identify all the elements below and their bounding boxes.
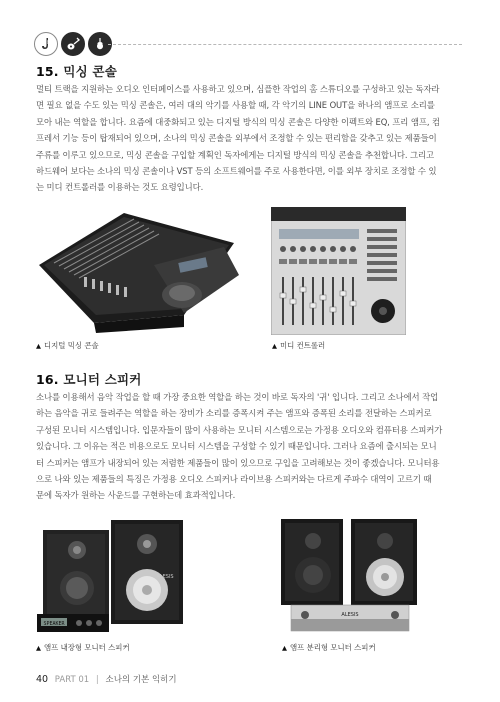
digital-mixing-console-image [34,205,244,335]
section-15-number: 15. [36,64,59,79]
body-line: 하드웨어 보다는 소나의 믹싱 콘솔이나 VST 등의 소프트웨어를 주로 사용한다면, 이를 외부 장치로 조정할 수 있 [36,166,437,177]
body-line: 멀티 트랙을 지원하는 오디오 인터페이스를 사용하고 있으며, 심플한 작업의 홈 스튜디오를 구성하고 있는 독자라 [36,84,440,94]
caption-text: 앰프 분리형 모니터 스피커 [290,643,376,652]
section-15-heading: 믹싱 콘솔 [63,64,117,79]
speaker-display-text: SPEAKER [43,621,65,627]
body-line: 으로 나와 있는 제품들의 특징은 가정용 오디오 스피커나 라이브용 스피커와는 다르게 주파수 대역이 고르기 때 [36,474,432,485]
speaker-brand-logo: ALESIS [156,574,174,580]
section-15-body [36,81,466,196]
caption-powered-monitors [36,642,130,653]
caption-passive-monitors [282,642,376,653]
body-line: 면 필요 없을 수도 있는 믹싱 콘솔은, 여러 대의 악기를 사용할 때, 각 악기의 LINE OUT을 하나의 앰프로 소리를 [36,100,435,111]
body-line: 는 미디 컨트롤러를 이용하는 것도 요령입니다. [36,182,204,193]
section-16-heading: 모니터 스피커 [63,372,142,387]
passive-monitor-speakers-image [281,519,419,637]
page-footer [36,673,177,685]
powered-monitor-speakers-image [37,516,187,636]
saxophone-icon [34,32,58,56]
footer-separator: | [95,675,99,685]
body-line: 있습니다. 그 이유는 적은 비용으로도 모니터 시스템을 구성할 수 있기 때문입니다. 그러나 요즘에 출시되는 모니 [36,441,437,452]
header-icons [34,32,112,56]
section-16-body [36,389,466,504]
section-15-title [36,62,117,80]
section-16-title [36,370,142,388]
caption-text: 디지털 믹싱 콘솔 [44,341,99,350]
section-16-number: 16. [36,372,59,387]
guitar-icon [61,32,85,56]
amplifier-brand-logo: ALESIS [341,612,359,618]
page-number: 40 [36,674,49,685]
body-line: 문에 독자가 원하는 사운드를 구현하는데 효과적입니다. [36,490,236,501]
body-line: 모아 내는 역할을 합니다. 요즘에 대중화되고 있는 디지털 방식의 믹싱 콘솔은 다양한 이펙트와 EQ, 프리 앰프, 컴 [36,116,440,127]
body-line: 소나를 이용해서 음악 작업을 할 때 가장 중요한 역할을 하는 것이 바로 독자의 '귀' 입니다. 그리고 소나에서 작업 [36,392,439,402]
body-line: 구성된 모니터 시스템입니다. 입문자들이 많이 사용하는 모니터 시스템으로는 가정용 오디오와 컴퓨터용 스피커가 [36,424,443,435]
part-label: PART 01 [54,675,90,685]
body-line: 주류를 이루고 있으므로, 믹싱 콘솔을 구입할 계획인 독자에게는 디지털 방식의 믹싱 콘솔을 추천합니다. 그리고 [36,149,434,160]
caption-triangle-icon: ▲ [36,644,41,652]
caption-text: 앰프 내장형 모니터 스피커 [44,643,130,652]
caption-text: 미디 컨트롤러 [280,341,326,350]
midi-controller-image [271,207,406,335]
caption-triangle-icon: ▲ [272,342,277,350]
chapter-title: 소나의 기본 익히기 [105,675,177,685]
caption-triangle-icon: ▲ [282,644,287,652]
body-line: 터 스피커는 앰프가 내장되어 있는 저렴한 제품들이 많이 있으므로 구입을 고려해보는 것이 좋겠습니다. 모니터용 [36,457,440,468]
body-line: 하는 음악을 귀로 들려주는 역할을 하는 장비가 소리를 증폭시켜 주는 앰프와 증폭된 소리를 전달하는 스피커로 [36,408,432,419]
caption-midi-controller [272,340,325,351]
caption-triangle-icon: ▲ [36,342,41,350]
caption-mixing-console [36,340,99,351]
header-divider [108,44,462,45]
body-line: 프레서 기능 등이 탑재되어 있으며, 소나의 믹싱 콘솔을 외부에서 조정할 수 있는 편리함을 갖추고 있는 제품들이 [36,133,437,144]
